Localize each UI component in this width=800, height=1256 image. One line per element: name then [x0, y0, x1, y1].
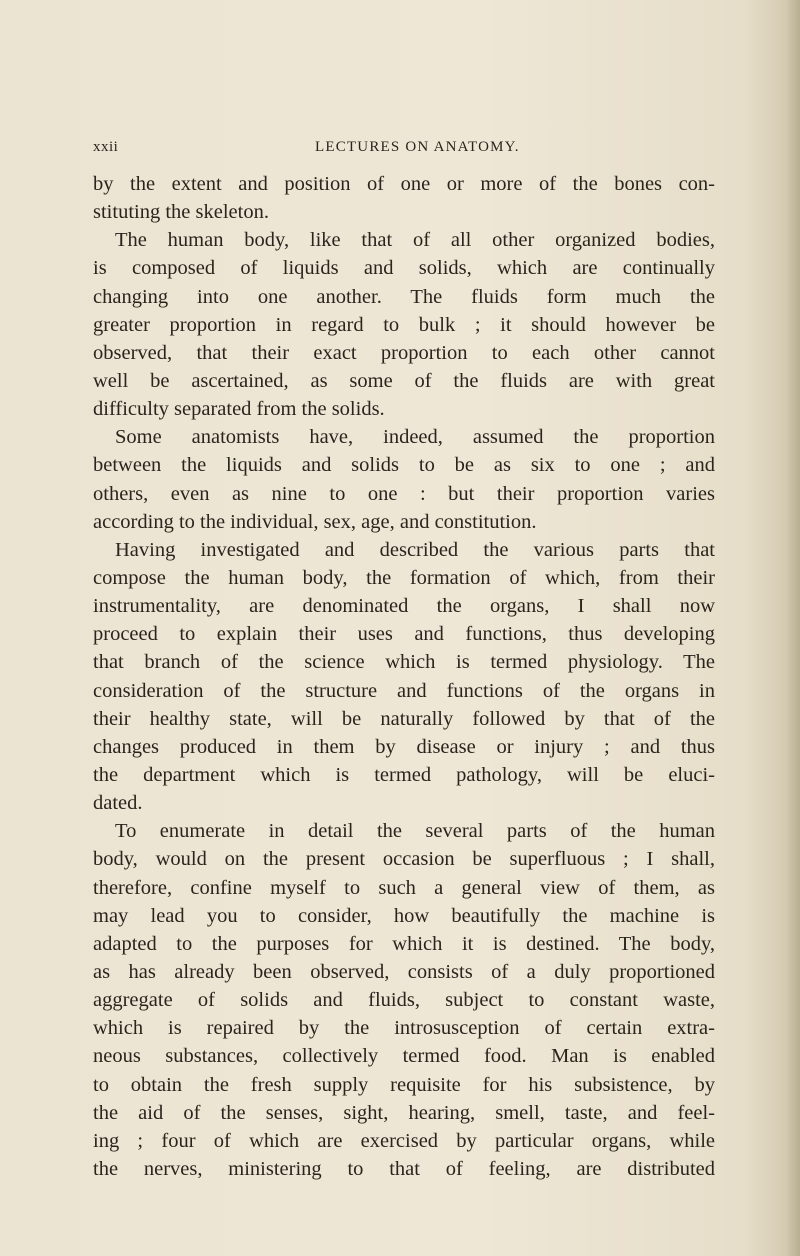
- text-line: consideration of the structure and functions of the organs in: [93, 679, 715, 702]
- text-line: body, would on the present occasion be superfluous ; I shall,: [93, 848, 715, 871]
- text-line: difficulty separated from the solids.: [93, 398, 385, 421]
- text-line: between the liquids and solids to be as six to one ; and: [93, 454, 715, 477]
- text-line: their healthy state, will be naturally followed by that of the: [93, 707, 715, 730]
- text-line: greater proportion in regard to bulk ; it should however be: [93, 313, 715, 336]
- text-line: To enumerate in detail the several parts of the human: [115, 820, 715, 843]
- text-line: others, even as nine to one : but their proportion varies: [93, 482, 715, 505]
- text-line: which is repaired by the introsusception of certain extra-: [93, 1017, 715, 1040]
- text-line: to obtain the fresh supply requisite for his subsistence, by: [93, 1073, 715, 1096]
- text-line: the aid of the senses, sight, hearing, smell, taste, and feel-: [93, 1101, 715, 1124]
- text-line: changing into one another. The fluids form much the: [93, 285, 715, 308]
- text-line: dated.: [93, 792, 143, 815]
- body-text: [93, 170, 715, 1183]
- running-head: [93, 139, 673, 161]
- text-line: as has already been observed, consists of a duly proportioned: [93, 960, 715, 983]
- text-line: adapted to the purposes for which it is destined. The body,: [93, 932, 715, 955]
- text-line: proceed to explain their uses and functions, thus developing: [93, 623, 715, 646]
- text-line: the department which is termed pathology, will be eluci-: [93, 763, 715, 786]
- text-line: The human body, like that of all other organized bodies,: [115, 229, 715, 252]
- text-line: Some anatomists have, indeed, assumed the proportion: [115, 426, 715, 449]
- text-line: the nerves, ministering to that of feeling, are distributed: [93, 1157, 715, 1180]
- text-line: changes produced in them by disease or injury ; and thus: [93, 735, 715, 758]
- text-line: may lead you to consider, how beautifully the machine is: [93, 904, 715, 927]
- text-line: compose the human body, the formation of which, from their: [93, 566, 715, 589]
- text-line: according to the individual, sex, age, and constitution.: [93, 510, 537, 533]
- text-line: is composed of liquids and solids, which are continually: [93, 257, 715, 280]
- running-head-title: LECTURES ON ANATOMY.: [315, 139, 520, 155]
- text-line: well be ascertained, as some of the fluids are with great: [93, 369, 715, 392]
- text-line: stituting the skeleton.: [93, 201, 269, 224]
- page-edge-shadow: [786, 0, 800, 1256]
- text-line: Having investigated and described the various parts that: [115, 538, 715, 561]
- text-line: neous substances, collectively termed food. Man is enabled: [93, 1045, 715, 1068]
- text-line: observed, that their exact proportion to each other cannot: [93, 341, 715, 364]
- page-number: xxii: [93, 139, 119, 155]
- text-line: ing ; four of which are exercised by particular organs, while: [93, 1129, 715, 1152]
- text-line: aggregate of solids and fluids, subject to constant waste,: [93, 989, 715, 1012]
- text-line: by the extent and position of one or more of the bones con-: [93, 173, 715, 195]
- text-line: therefore, confine myself to such a general view of them, as: [93, 876, 715, 899]
- text-line: instrumentality, are denominated the organs, I shall now: [93, 595, 715, 618]
- text-line: that branch of the science which is termed physiology. The: [93, 651, 715, 674]
